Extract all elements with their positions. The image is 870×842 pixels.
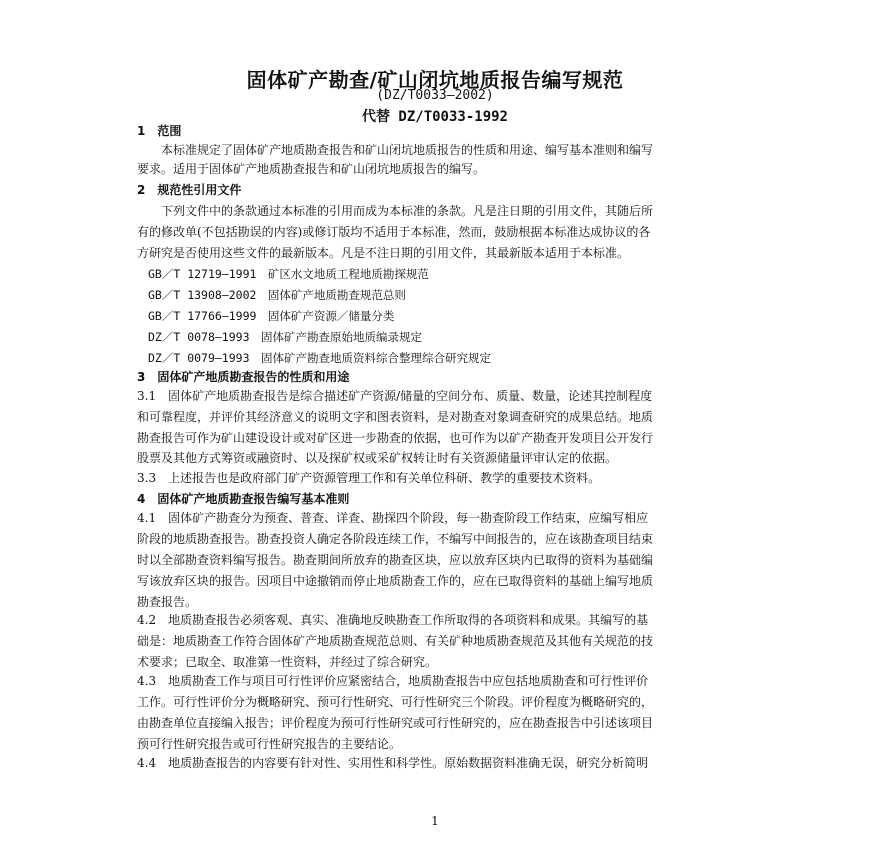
- paragraph-line: 4.4 地质勘查报告的内容要有针对性、实用性和科学性。原始数据资料准确无误，研究分析简明: [137, 756, 649, 770]
- paragraph-line: 有的修改单(不包括勘误的内容)或修订版均不适用于本标准，然而，鼓励根据本标准达成协议的各: [137, 225, 651, 239]
- reference-item: GB／T 12719—1991 矿区水文地质工程地质勘探规范: [148, 267, 429, 281]
- paragraph-line: 4.1 固体矿产勘查分为预查、普查、详查、勘探四个阶段，每一勘查阶段工作结束，应编写相应: [137, 511, 649, 525]
- paragraph-line: 本标准规定了固体矿产地质勘查报告和矿山闭坑地质报告的性质和用途、编写基本准则和编写: [161, 143, 654, 157]
- paragraph-line: 3.1 固体矿产地质勘查报告是综合描述矿产资源/储量的空间分布、质量、数量，论述其控制程度: [137, 389, 653, 403]
- reference-item: GB／T 13908—2002 固体矿产地质勘查规范总则: [148, 288, 406, 302]
- reference-item: DZ／T 0079—1993 固体矿产勘查地质资料综合整理综合研究规定: [148, 351, 492, 365]
- paragraph-line: 勘查报告可作为矿山建设设计或对矿区进一步勘查的依据，也可作为以矿产勘查开发项目公开发行: [137, 431, 654, 445]
- paragraph-line: 础是：地质勘查工作符合固体矿产地质勘查规范总则、有关矿种地质勘查规范及其他有关规范的技: [137, 634, 654, 648]
- paragraph-line: 4.3 地质勘查工作与项目可行性评价应紧密结合，地质勘查报告中应包括地质勘查和可行性评价: [137, 674, 649, 688]
- paragraph-line: 下列文件中的条款通过本标准的引用而成为本标准的条款。凡是注日期的引用文件，其随后所: [161, 204, 654, 218]
- paragraph-line: 由勘查单位直接编入报告；评价程度为预可行性研究或可行性研究的，应在勘查报告中引述该项目: [137, 716, 654, 730]
- paragraph-line: 方研究是否使用这些文件的最新版本。凡是不注日期的引用文件，其最新版本适用于本标准。: [137, 246, 630, 260]
- paragraph-line: 股票及其他方式筹资或融资时、以及探矿权或采矿权转让时有关资源储量评审认定的依据。: [137, 451, 618, 465]
- replaces-standard: 代替 DZ/T0033-1992: [361, 109, 508, 125]
- paragraph-line: 和可靠程度，并评价其经济意义的说明文字和图表资料，是对勘查对象调查研究的成果总结。地质: [137, 410, 654, 424]
- section-heading: 2 规范性引用文件: [137, 183, 242, 197]
- paragraph-line: 4.2 地质勘查报告必须客观、真实、准确地反映勘查工作所取得的各项资料和成果。其编写的基: [137, 613, 649, 627]
- page-number: 1: [431, 814, 439, 828]
- paragraph-line: 预可行性研究报告或可行性研究报告的主要结论。: [137, 737, 402, 751]
- section-heading: 3 固体矿产地质勘查报告的性质和用途: [137, 370, 350, 384]
- section-heading: 4 固体矿产地质勘查报告编写基本准则: [137, 492, 350, 506]
- paragraph-line: 勘查报告。: [137, 595, 198, 609]
- paragraph-line: 工作。可行性评价分为概略研究、预可行性研究、可行性研究三个阶段。评价程度为概略研究的，: [137, 695, 654, 709]
- reference-item: DZ／T 0078—1993 固体矿产勘查原始地质编录规定: [148, 330, 423, 344]
- reference-item: GB／T 17766—1999 固体矿产资源／储量分类: [148, 309, 395, 323]
- standard-code: (DZ/T0033—2002): [376, 88, 494, 103]
- document-title: 固体矿产勘查/矿山闭坑地质报告编写规范: [246, 68, 624, 92]
- section-heading: 1 范围: [137, 124, 182, 138]
- paragraph-line: 术要求；已取全、取准第一性资料，并经过了综合研究。: [137, 655, 438, 669]
- paragraph-line: 写该放弃区块的报告。因项目中途撤销而停止地质勘查工作的，应在已取得资料的基础上编写地质: [137, 574, 654, 588]
- paragraph-line: 阶段的地质勘查报告。勘查投资人确定各阶段连续工作，不编写中间报告的，应在该勘查项目结束: [137, 532, 654, 546]
- paragraph-line: 时以全部勘查资料编写报告。勘查期间所放弃的勘查区块，应以放弃区块内已取得的资料为基础编: [137, 553, 654, 567]
- paragraph-line: 3.3 上述报告也是政府部门矿产资源管理工作和有关单位科研、教学的重要技术资料。: [137, 471, 601, 485]
- paragraph-line: 要求。适用于固体矿产地质勘查报告和矿山闭坑地质报告的编写。: [137, 162, 486, 176]
